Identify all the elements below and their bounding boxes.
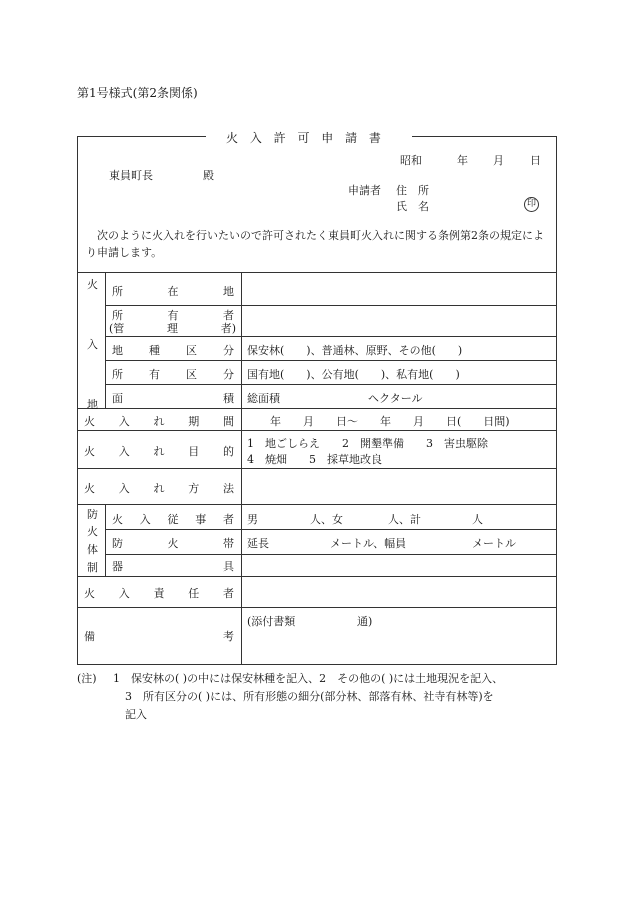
row-divider	[105, 305, 557, 306]
notes-line1: 1 保安林の( )の中には保安林種を記入、2 その他の( )には土地現況を記入、	[113, 672, 504, 685]
owner-label: 所 有 者	[112, 309, 234, 322]
row-divider	[77, 504, 557, 505]
date-day: 日	[530, 154, 541, 167]
area-unit: ヘクタール	[368, 392, 423, 405]
purpose-options-line2: 4 焼畑 5 採草地改良	[247, 453, 382, 466]
land-type-label: 地 種 区 分	[112, 344, 234, 357]
row-divider	[105, 529, 557, 530]
date-year: 年	[457, 154, 468, 167]
addressee-honorific: 殿	[203, 169, 214, 182]
fire-prevention-char-3: 体	[87, 543, 98, 556]
purpose-options-line1: 1 地ごしらえ 2 開墾準備 3 害虫駆除	[247, 437, 488, 450]
fire-prevention-char-1: 防	[87, 508, 98, 521]
workers-female: 人、女	[310, 513, 343, 526]
group-column-divider	[105, 504, 106, 576]
fire-land-char-1: 火	[87, 278, 98, 291]
ownership-type-value: 国有地( )、公有地( )、私有地( )	[247, 368, 460, 381]
remarks-count: 通)	[357, 615, 373, 628]
owner-sub-label: (管 理 者)	[109, 322, 236, 335]
date-era: 昭和	[400, 154, 422, 167]
group-column-divider	[105, 272, 106, 408]
row-divider	[105, 554, 557, 555]
row-divider	[77, 468, 557, 469]
row-divider	[105, 336, 557, 337]
firebreak-unit: メートル	[472, 537, 516, 550]
workers-male: 男	[247, 513, 258, 526]
frame-right	[556, 136, 557, 664]
area-label: 面 積	[112, 392, 234, 405]
location-label: 所 在 地	[112, 285, 234, 298]
notes-line3: 記入	[125, 708, 147, 721]
frame-left	[77, 136, 78, 664]
fire-prevention-char-2: 火	[87, 525, 98, 538]
period-label: 火 入 れ 期 間	[84, 415, 234, 428]
period-value: 年 月 日～ 年 月 日( 日間)	[270, 415, 510, 428]
frame-bottom	[77, 664, 557, 665]
frame-top-left	[77, 136, 206, 137]
form-title: 火 入 許 可 申 請 書	[226, 131, 385, 145]
label-column-divider	[241, 272, 242, 664]
row-divider	[77, 408, 557, 409]
remarks-attachments: (添付書類	[247, 615, 296, 628]
area-prefix: 総面積	[247, 392, 280, 405]
notes-line2: 3 所有区分の( )には、所有形態の細分(部分林、部落有林、社寺有林等)を	[125, 690, 494, 703]
workers-unit: 人	[472, 513, 483, 526]
frame-top-right	[412, 136, 556, 137]
applicant-name-label: 氏 名	[396, 200, 429, 213]
firebreak-label: 防 火 帯	[112, 537, 234, 550]
responsible-label: 火 入 責 任 者	[84, 587, 234, 600]
notes-prefix: (注)	[77, 672, 97, 685]
row-divider	[77, 576, 557, 577]
method-label: 火 入 れ 方 法	[84, 482, 234, 495]
row-divider	[77, 607, 557, 608]
land-type-value: 保安林( )、普通林、原野、その他( )	[247, 344, 463, 357]
equipment-label: 器 具	[112, 560, 234, 573]
fire-land-char-2: 入	[87, 338, 98, 351]
firebreak-width: メートル、幅員	[330, 537, 407, 550]
firebreak-length: 延長	[247, 537, 269, 550]
date-month: 月	[493, 154, 504, 167]
row-divider	[105, 384, 557, 385]
applicant-address-label: 住 所	[396, 184, 429, 197]
row-divider	[77, 430, 557, 431]
form-number: 第1号様式(第2条関係)	[77, 86, 198, 100]
applicant-label: 申請者	[348, 184, 381, 197]
fire-prevention-char-4: 制	[87, 561, 98, 574]
seal-mark: 印	[524, 197, 539, 212]
workers-label: 火 入 従 事 者	[112, 513, 234, 526]
table-top-border	[77, 272, 557, 273]
addressee-name: 東員町長	[109, 169, 153, 182]
row-divider	[105, 360, 557, 361]
remarks-label: 備 考	[84, 630, 234, 643]
ownership-type-label: 所 有 区 分	[112, 368, 234, 381]
fire-land-char-3: 地	[87, 398, 98, 411]
intro-text: 次のように火入れを行いたいので許可されたく東員町火入れに関する条例第2条の規定により申請します。	[86, 229, 544, 259]
workers-total: 人、計	[388, 513, 421, 526]
purpose-label: 火 入 れ 目 的	[84, 445, 234, 458]
